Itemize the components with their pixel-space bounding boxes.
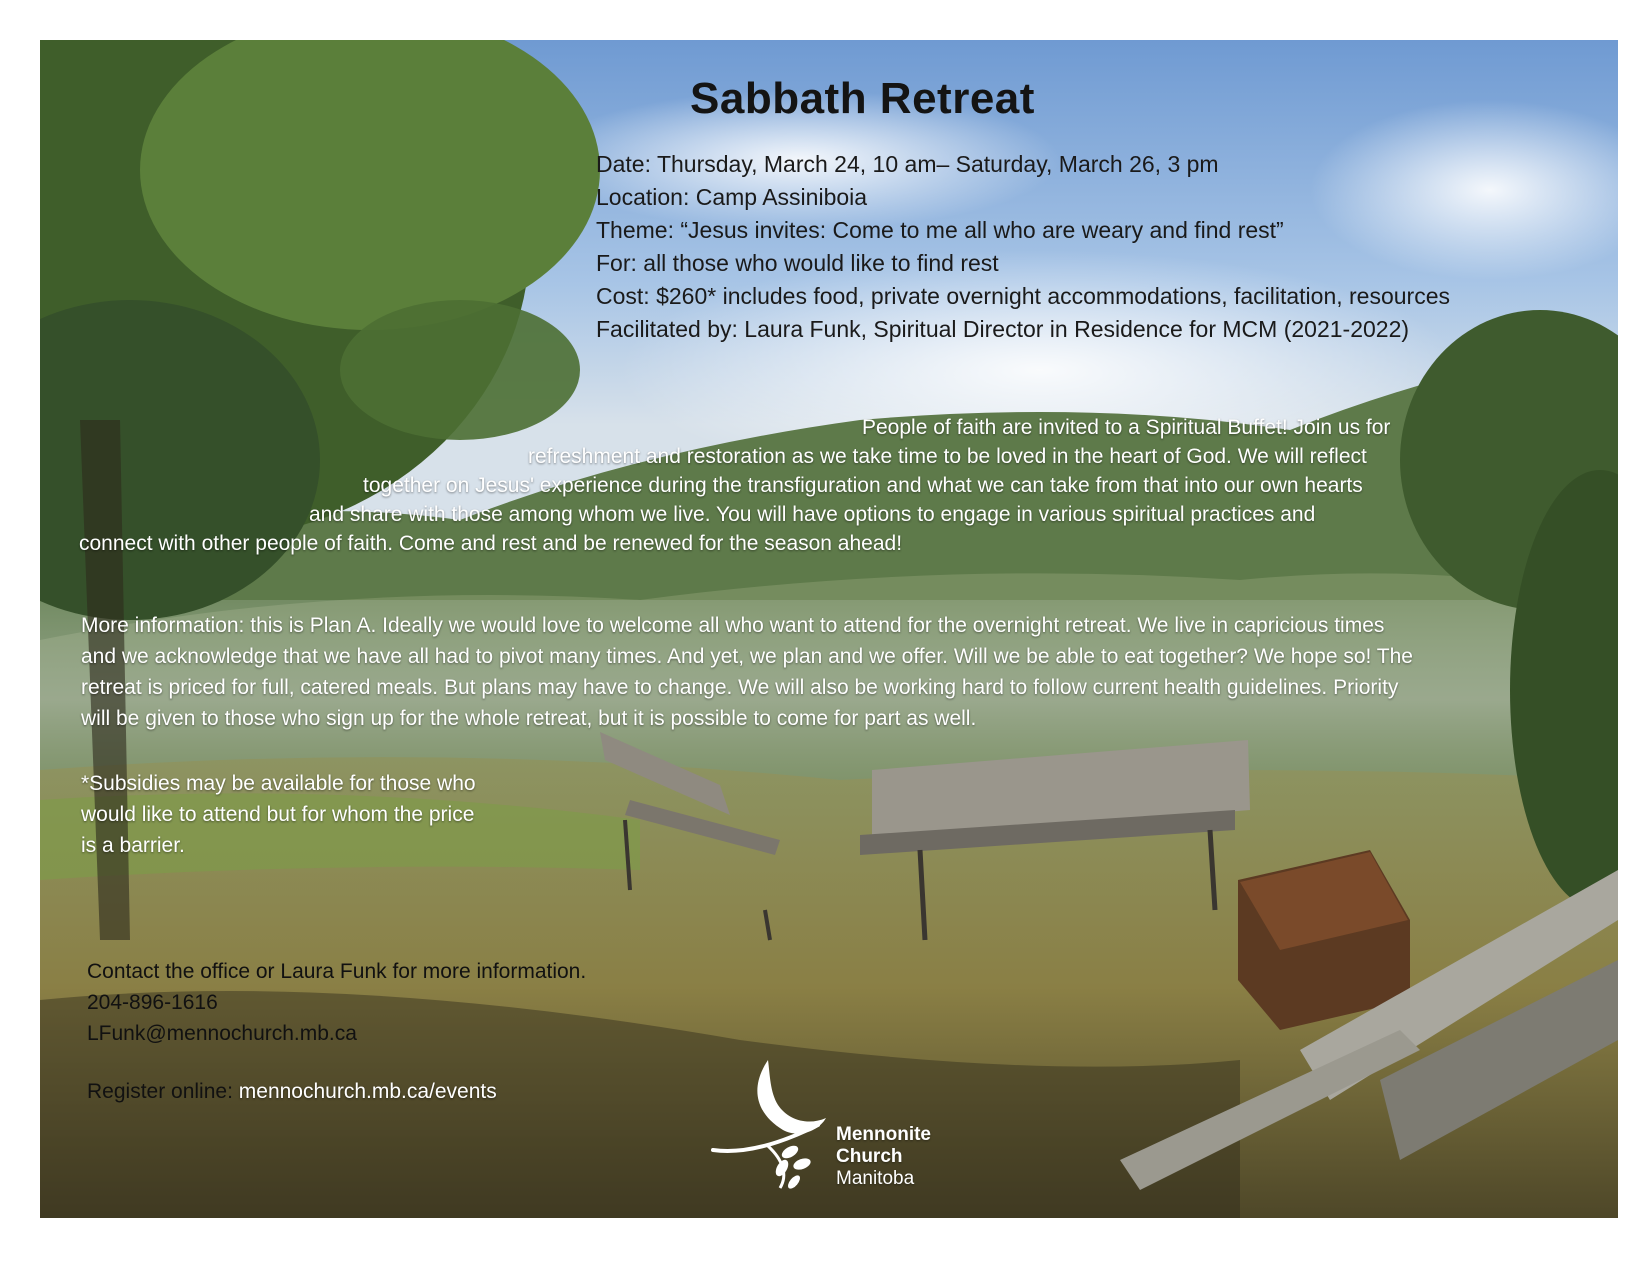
contact-email[interactable]: LFunk@mennochurch.mb.ca <box>87 1022 357 1045</box>
more-info-paragraph <box>81 610 1413 734</box>
detail-location: Location: Camp Assiniboia <box>596 184 868 210</box>
contact-phone: 204-896-1616 <box>87 991 218 1014</box>
subsidy-note <box>81 768 476 861</box>
more-info-line: More information: this is Plan A. Ideally we would love to welcome all who want to attend for the overnight retreat. We live in capricious times <box>81 614 1385 637</box>
page-title: Sabbath Retreat <box>690 74 1035 123</box>
contact-block <box>87 956 586 1049</box>
logo-line-2: Church <box>836 1146 903 1167</box>
more-info-line: will be given to those who sign up for the whole retreat, but it is possible to come for part as well. <box>81 707 977 730</box>
intro-line: refreshment and restoration as we take time to be loved in the heart of God. We will reflect <box>528 445 1367 468</box>
register-line <box>87 1080 497 1104</box>
more-info-line: retreat is priced for full, catered meals. But plans may have to change. We will also be working hard to follow current health guidelines. Priority <box>81 676 1399 699</box>
intro-line: together on Jesus' experience during the transfiguration and what we can take from that into our own hearts <box>363 474 1363 497</box>
detail-facilitator: Facilitated by: Laura Funk, Spiritual Director in Residence for MCM (2021-2022) <box>596 316 1410 342</box>
subsidy-line: *Subsidies may be available for those who <box>81 772 476 795</box>
poster <box>40 40 1618 1218</box>
event-details <box>596 148 1450 346</box>
intro-line: People of faith are invited to a Spiritual Buffet! Join us for <box>862 416 1391 439</box>
intro-line: and share with those among whom we live. You will have options to engage in various spiritual practices and <box>309 503 1316 526</box>
contact-line: Contact the office or Laura Funk for more information. <box>87 960 587 983</box>
register-link[interactable]: mennochurch.mb.ca/events <box>238 1080 497 1103</box>
more-info-line: and we acknowledge that we have all had to pivot many times. And yet, we plan and we offer. Will we be able to eat together? We hope so! The <box>81 645 1413 668</box>
subsidy-line: would like to attend but for whom the price <box>81 803 475 826</box>
detail-theme: Theme: “Jesus invites: Come to me all who are weary and find rest” <box>596 217 1284 243</box>
subsidy-line: is a barrier. <box>81 834 185 857</box>
detail-audience: For: all those who would like to find rest <box>596 250 999 276</box>
logo-wordmark <box>836 1124 931 1190</box>
logo-line-3: Manitoba <box>836 1168 915 1189</box>
logo-line-1: Mennonite <box>836 1124 931 1145</box>
detail-cost: Cost: $260* includes food, private overnight accommodations, facilitation, resources <box>596 283 1451 309</box>
register-label: Register online: <box>87 1080 233 1103</box>
detail-date: Date: Thursday, March 24, 10 am– Saturday, March 26, 3 pm <box>596 151 1219 177</box>
intro-line: connect with other people of faith. Come and rest and be renewed for the season ahead! <box>79 532 903 555</box>
